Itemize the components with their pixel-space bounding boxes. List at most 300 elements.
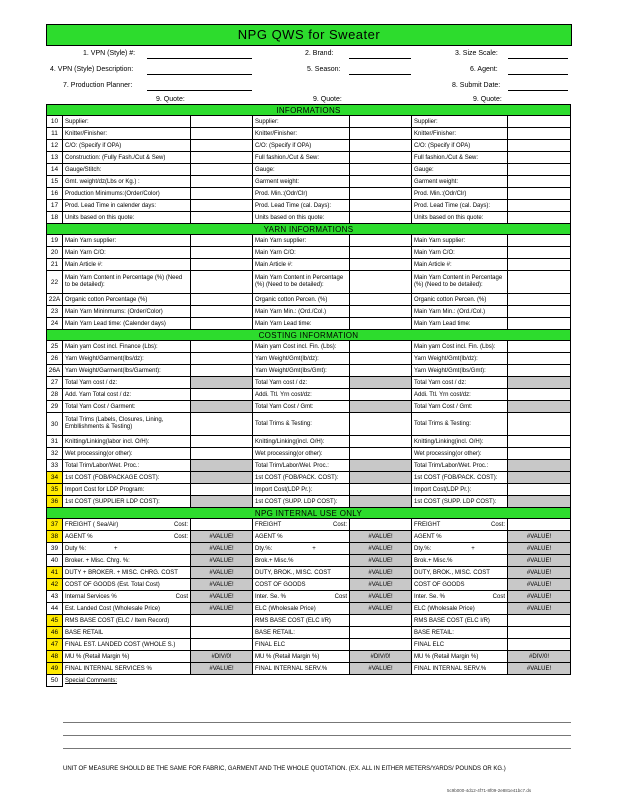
row-label: Prod. Lead Time (cal. Days): [412, 200, 508, 212]
value-input[interactable] [508, 413, 571, 436]
landed-cost-label-c: ELC (Wholesale Price) [412, 603, 508, 615]
freight-label-c: FREIGHT Cost: [412, 519, 508, 531]
row-number: 22A [47, 294, 63, 306]
quote-table [46, 104, 571, 687]
mu-value: #DIV/0! [191, 651, 253, 663]
value-input[interactable] [191, 176, 253, 188]
value-input[interactable] [508, 353, 571, 365]
final-elc-label-c: FINAL ELC [412, 639, 508, 651]
row-label: Total Yarn cost / dz: [63, 377, 191, 389]
row-label: Main Yarn Content in Percentage (%) (Need to be detailed): [63, 271, 191, 294]
cost-of-goods-value-b: #VALUE! [350, 579, 412, 591]
value-input[interactable] [350, 164, 412, 176]
final-internal-label: FINAL INTERNAL SERVICES % [63, 663, 191, 675]
row-label: Main Yarn Content in Percentage (%) (Need to be detailed): [253, 271, 350, 294]
value-input[interactable] [508, 389, 571, 401]
value-input[interactable] [350, 460, 412, 472]
value-input[interactable] [508, 164, 571, 176]
value-input[interactable] [508, 496, 571, 508]
vpn-description-label: 4. VPN (Style) Description: [50, 66, 134, 73]
agent-pct-label-b: AGENT % [253, 531, 350, 543]
row-label: Import Cost for LDP Program: [63, 484, 191, 496]
rms-base-cost-input-c[interactable] [508, 615, 571, 627]
value-input[interactable] [350, 472, 412, 484]
row-number: 26A [47, 365, 63, 377]
row-label: Total Yarn cost / dz: [412, 377, 508, 389]
value-input[interactable] [350, 389, 412, 401]
final-elc-input-b[interactable] [350, 639, 412, 651]
value-input[interactable] [350, 436, 412, 448]
value-input[interactable] [350, 318, 412, 330]
base-retail-input[interactable] [191, 627, 253, 639]
mu-value-c: #DIV/0! [508, 651, 571, 663]
row-number: 22 [47, 271, 63, 294]
row-label: Yarn Weight/Gmt(lbs/Gmt): [253, 365, 350, 377]
production-planner-field[interactable] [147, 90, 252, 91]
value-input[interactable] [191, 247, 253, 259]
row-label: Main Yarn Min.: (Ord./Col.) [253, 306, 350, 318]
value-input[interactable] [191, 377, 253, 389]
value-input[interactable] [191, 401, 253, 413]
row-label: Total Yarn Cost / Gmt: [412, 401, 508, 413]
broker-value: #VALUE! [191, 555, 253, 567]
value-input[interactable] [508, 140, 571, 152]
row-label: Prod. Min.:(Odr/Clr) [412, 188, 508, 200]
row-number: 16 [47, 188, 63, 200]
row-label: Main Yarn C/O: [253, 247, 350, 259]
row-number: 12 [47, 140, 63, 152]
row-label: Knitter/Finisher: [63, 128, 191, 140]
value-input[interactable] [191, 235, 253, 247]
duty-label-b: Dty.%: + [253, 543, 350, 555]
cost-of-goods-label: COST OF GOODS (Est. Total Cost) [63, 579, 191, 591]
internal-services-value-c: #VALUE! [508, 591, 571, 603]
vpn-description-field[interactable] [147, 74, 252, 75]
value-input[interactable] [508, 200, 571, 212]
row-label: Total Trims & Testing: [412, 413, 508, 436]
season-field[interactable] [349, 74, 411, 75]
page-title: NPG QWS for Sweater [46, 24, 572, 46]
base-retail-label: BASE RETAIL [63, 627, 191, 639]
row-label: Addi. Ttl. Yrn cost/dz: [253, 389, 350, 401]
broker-value-c: #VALUE! [508, 555, 571, 567]
value-input[interactable] [508, 341, 571, 353]
row-label: Main Yarn Lead time: (Calender days) [63, 318, 191, 330]
value-input[interactable] [191, 116, 253, 128]
row-number: 23 [47, 306, 63, 318]
row-label: Total Yarn Cost / Garment: [63, 401, 191, 413]
row-number: 33 [47, 460, 63, 472]
value-input[interactable] [508, 212, 571, 224]
row-number: 44 [47, 603, 63, 615]
row-label: Gauge/Stitch: [63, 164, 191, 176]
comment-line[interactable] [63, 722, 571, 723]
value-input[interactable] [508, 448, 571, 460]
value-input[interactable] [191, 484, 253, 496]
duty-broker-label-b: DUTY, BROK., MISC. COST [253, 567, 350, 579]
value-input[interactable] [508, 259, 571, 271]
rms-base-cost-label: RMS BASE COST (ELC / Item Record) [63, 615, 191, 627]
value-input[interactable] [191, 448, 253, 460]
row-label: Gmt. weight/dz(Lbs or Kg.) : [63, 176, 191, 188]
submit-date-label: 8. Submit Date: [452, 82, 501, 89]
row-number: 24 [47, 318, 63, 330]
row-number: 34 [47, 472, 63, 484]
final-internal-label-b: FINAL INTERNAL SERV.% [253, 663, 350, 675]
row-label: Main Yarn supplier: [63, 235, 191, 247]
value-input[interactable] [350, 401, 412, 413]
value-input[interactable] [191, 496, 253, 508]
value-input[interactable] [191, 294, 253, 306]
row-label: Total Trims (Labels, Closures, Lining, Embllishments & Testing) [63, 413, 191, 436]
base-retail-input-b[interactable] [350, 627, 412, 639]
row-label: Supplier: [412, 116, 508, 128]
row-number: 31 [47, 436, 63, 448]
row-number: 25 [47, 341, 63, 353]
value-input[interactable] [350, 341, 412, 353]
rms-base-cost-input[interactable] [191, 615, 253, 627]
value-input[interactable] [508, 116, 571, 128]
row-label: 1st COST (SUPPLIER LDP COST): [63, 496, 191, 508]
footer-note: UNIT OF MEASURE SHOULD BE THE SAME FOR FABRIC, GARMENT AND THE WHOLE QUOTATION. (EX. ALL IN EITHER METERS/YARDS/ POUNDS OR KG.) [63, 766, 506, 772]
row-number: 48 [47, 651, 63, 663]
value-input[interactable] [350, 140, 412, 152]
row-label: Total Trim/Labor/Wel. Proc.: [253, 460, 350, 472]
value-input[interactable] [508, 436, 571, 448]
internal-services-label-b: Inter. Se. % Cost [253, 591, 350, 603]
base-retail-input-c[interactable] [508, 627, 571, 639]
agent-value-b: #VALUE! [350, 531, 412, 543]
row-number: 38 [47, 531, 63, 543]
value-input[interactable] [508, 484, 571, 496]
section-internal-use: NPG INTERNAL USE ONLY [47, 508, 571, 519]
row-label: 1st COST (FOB/PACK. COST): [412, 472, 508, 484]
row-number: 46 [47, 627, 63, 639]
value-input[interactable] [191, 436, 253, 448]
row-label: Knitting/Linking(incl. O/H): [412, 436, 508, 448]
quote-label-1: 9. Quote: [156, 96, 185, 103]
row-label: C/O: (Specify if OPA) [63, 140, 191, 152]
row-label: Main Yarn Lead time: [412, 318, 508, 330]
row-label: Yarn Weight/Gmt(lb/dz): [253, 353, 350, 365]
size-scale-field[interactable] [508, 58, 568, 59]
base-retail-label-c: BASE RETAIL: [412, 627, 508, 639]
value-input[interactable] [191, 341, 253, 353]
value-input[interactable] [191, 152, 253, 164]
row-label: Main Article #: [253, 259, 350, 271]
row-label: Yarn Weight/Garment(lbs/dz): [63, 353, 191, 365]
final-elc-label-b: FINAL ELC [253, 639, 350, 651]
row-label: Total Yarn Cost / Gmt: [253, 401, 350, 413]
value-input[interactable] [350, 448, 412, 460]
row-number: 49 [47, 663, 63, 675]
value-input[interactable] [508, 294, 571, 306]
special-comments-label: Special Comments: [63, 675, 571, 687]
row-label: Main Article #: [63, 259, 191, 271]
value-input[interactable] [508, 128, 571, 140]
row-label: Main Yarn Min.: (Ord./Col.) [412, 306, 508, 318]
row-label: Addi. Ttl. Yrn cost/dz: [412, 389, 508, 401]
agent-value-c: #VALUE! [508, 531, 571, 543]
row-number: 35 [47, 484, 63, 496]
value-input[interactable] [350, 128, 412, 140]
row-number: 21 [47, 259, 63, 271]
duty-broker-value-b: #VALUE! [350, 567, 412, 579]
section-costing-information: COSTING INFORMATION [47, 330, 571, 341]
row-label: C/O: (Specify if OPA) [412, 140, 508, 152]
row-number: 26 [47, 353, 63, 365]
landed-cost-label-b: ELC (Wholesale Price) [253, 603, 350, 615]
row-label: Knitting/Linking(labor incl. O/H): [63, 436, 191, 448]
value-input[interactable] [350, 235, 412, 247]
value-input[interactable] [191, 365, 253, 377]
row-label: Construction: (Fully Fash./Cut & Sew) [63, 152, 191, 164]
row-label: Main Yarn C/O: [63, 247, 191, 259]
row-label: Main Yarn supplier: [412, 235, 508, 247]
row-label: Supplier: [63, 116, 191, 128]
season-label: 5. Season: [307, 66, 341, 73]
value-input[interactable] [191, 271, 253, 294]
value-input[interactable] [350, 200, 412, 212]
freight-cost-input[interactable] [191, 519, 253, 531]
row-label: Main Yarn Content in Percentage (%) (Need to be detailed): [412, 271, 508, 294]
submit-date-field[interactable] [508, 90, 568, 91]
value-input[interactable] [350, 188, 412, 200]
row-label: Main Yarn supplier: [253, 235, 350, 247]
row-label: Organic cotton Percen. (%) [253, 294, 350, 306]
broker-value-b: #VALUE! [350, 555, 412, 567]
row-number: 43 [47, 591, 63, 603]
mu-label: MU % (Retail Margin %) [63, 651, 191, 663]
row-label: C/O: (Specify if OPA) [253, 140, 350, 152]
vpn-field[interactable] [147, 58, 252, 59]
row-label: Yarn Weight/Garment(lbs/Garment): [63, 365, 191, 377]
value-input[interactable] [508, 247, 571, 259]
freight-label-b: FREIGHT Cost: [253, 519, 350, 531]
agent-field[interactable] [508, 74, 568, 75]
value-input[interactable] [350, 259, 412, 271]
duty-broker-value: #VALUE! [191, 567, 253, 579]
internal-services-label: Internal Services % Cost [63, 591, 191, 603]
row-label: Total Yarn cost / dz: [253, 377, 350, 389]
section-yarn-informations: YARN INFORMATIONS [47, 224, 571, 235]
comment-line[interactable] [63, 748, 571, 749]
value-input[interactable] [350, 484, 412, 496]
value-input[interactable] [508, 306, 571, 318]
duty-value-b: #VALUE! [350, 543, 412, 555]
value-input[interactable] [350, 353, 412, 365]
value-input[interactable] [191, 318, 253, 330]
value-input[interactable] [350, 176, 412, 188]
row-number: 30 [47, 413, 63, 436]
agent-value: #VALUE! [191, 531, 253, 543]
final-elc-input[interactable] [191, 639, 253, 651]
freight-cost-input-b[interactable] [350, 519, 412, 531]
agent-pct-label-c: AGENT % [412, 531, 508, 543]
row-number: 42 [47, 579, 63, 591]
duty-broker-label: DUTY + BROKER. + MISC. CHRG. COST [63, 567, 191, 579]
internal-services-value-b: #VALUE! [350, 591, 412, 603]
value-input[interactable] [508, 235, 571, 247]
value-input[interactable] [508, 152, 571, 164]
row-number: 37 [47, 519, 63, 531]
value-input[interactable] [191, 200, 253, 212]
row-label: Main Yarn Lead time: [253, 318, 350, 330]
row-label: Total Trim/Labor/Wet. Proc.: [63, 460, 191, 472]
final-elc-input-c[interactable] [508, 639, 571, 651]
value-input[interactable] [350, 247, 412, 259]
duty-value-c: #VALUE! [508, 543, 571, 555]
row-number: 10 [47, 116, 63, 128]
row-label: Wet processing(or other): [63, 448, 191, 460]
duty-label-c: Dty.%: + [412, 543, 508, 555]
value-input[interactable] [508, 318, 571, 330]
row-number: 27 [47, 377, 63, 389]
value-input[interactable] [508, 176, 571, 188]
row-label: Yarn Weight/Gmt(lbs/Gmt): [412, 365, 508, 377]
row-number: 36 [47, 496, 63, 508]
value-input[interactable] [350, 496, 412, 508]
landed-cost-value: #VALUE! [191, 603, 253, 615]
duty-label: Duty %: + [63, 543, 191, 555]
row-label: Prod. Min.:(Odr/Clr) [253, 188, 350, 200]
row-number: 15 [47, 176, 63, 188]
mu-label-c: MU % (Retail Margin %) [412, 651, 508, 663]
value-input[interactable] [191, 140, 253, 152]
value-input[interactable] [350, 377, 412, 389]
row-label: Organic cotton Percen. (%) [412, 294, 508, 306]
value-input[interactable] [191, 472, 253, 484]
value-input[interactable] [191, 460, 253, 472]
row-label: Units based on this quote: [412, 212, 508, 224]
duty-value: #VALUE! [191, 543, 253, 555]
row-label: Total Trim/Labor/Wet. Proc.: [412, 460, 508, 472]
row-label: Full fashion./Cut & Sew: [412, 152, 508, 164]
row-number: 39 [47, 543, 63, 555]
row-number: 17 [47, 200, 63, 212]
value-input[interactable] [350, 413, 412, 436]
value-input[interactable] [350, 365, 412, 377]
row-label: 1st COST (FOB/PACK. COST): [253, 472, 350, 484]
value-input[interactable] [350, 212, 412, 224]
production-planner-label: 7. Production Planner: [63, 82, 133, 89]
duty-broker-label-c: DUTY, BROK., MISC. COST [412, 567, 508, 579]
rms-base-cost-label-c: RMS BASE COST (ELC I/R) [412, 615, 508, 627]
row-label: Main Yarn Mininmums: (Order/Color) [63, 306, 191, 318]
row-label: Main yarn Cost incl. Fin. (Lbs): [412, 341, 508, 353]
row-label: Main yarn Cost incl. Finance (Lbs): [63, 341, 191, 353]
row-label: Knitter/Finisher: [253, 128, 350, 140]
value-input[interactable] [508, 460, 571, 472]
row-number: 11 [47, 128, 63, 140]
row-label: Full fashion./Cut & Sew: [253, 152, 350, 164]
freight-cost-input-c[interactable] [508, 519, 571, 531]
value-input[interactable] [508, 271, 571, 294]
row-label: Garment weight: [253, 176, 350, 188]
row-label: Garment weight: [412, 176, 508, 188]
value-input[interactable] [350, 306, 412, 318]
value-input[interactable] [191, 306, 253, 318]
row-label: Import Cost(LDP Pr.): [412, 484, 508, 496]
rms-base-cost-input-b[interactable] [350, 615, 412, 627]
internal-services-label-c: Inter. Se. % Cost [412, 591, 508, 603]
landed-cost-label: Est. Landed Cost (Wholesale Price) [63, 603, 191, 615]
row-label: Import Cost(LDP Pr.): [253, 484, 350, 496]
value-input[interactable] [191, 128, 253, 140]
duty-broker-value-c: #VALUE! [508, 567, 571, 579]
value-input[interactable] [508, 188, 571, 200]
value-input[interactable] [350, 152, 412, 164]
value-input[interactable] [191, 188, 253, 200]
value-input[interactable] [350, 116, 412, 128]
broker-label-b: Brok.+ Misc.% [253, 555, 350, 567]
value-input[interactable] [508, 365, 571, 377]
row-label: Units based on this quote: [63, 212, 191, 224]
cost-of-goods-value: #VALUE! [191, 579, 253, 591]
row-number: 28 [47, 389, 63, 401]
row-number: 50 [47, 675, 63, 687]
row-label: Total Trims & Testing: [253, 413, 350, 436]
row-number: 29 [47, 401, 63, 413]
brand-label: 2. Brand: [305, 50, 334, 57]
value-input[interactable] [191, 259, 253, 271]
final-internal-value-b: #VALUE! [350, 663, 412, 675]
row-label: 1st COST (SUPP. LDP COST): [412, 496, 508, 508]
row-number: 14 [47, 164, 63, 176]
landed-cost-value-b: #VALUE! [350, 603, 412, 615]
value-input[interactable] [508, 377, 571, 389]
final-internal-value: #VALUE! [191, 663, 253, 675]
document-code: 5c9b000-4d12-4f71-8f09-2e881e41bc7.ds [447, 788, 532, 793]
row-number: 13 [47, 152, 63, 164]
row-label: Knitting/Linking(incl. O/H): [253, 436, 350, 448]
value-input[interactable] [191, 389, 253, 401]
comment-line[interactable] [63, 735, 571, 736]
row-label: Organic cotton Percentage (%) [63, 294, 191, 306]
row-label: Main yarn Cost incl. Fin. (Lbs): [253, 341, 350, 353]
freight-label: FREIGHT ( Sea/Air) Cost: [63, 519, 191, 531]
base-retail-label-b: BASE RETAIL: [253, 627, 350, 639]
value-input[interactable] [191, 164, 253, 176]
row-label: Production Minimums:(Order/Color) [63, 188, 191, 200]
value-input[interactable] [191, 413, 253, 436]
quote-label-2: 9. Quote: [313, 96, 342, 103]
landed-cost-value-c: #VALUE! [508, 603, 571, 615]
value-input[interactable] [508, 401, 571, 413]
brand-field[interactable] [349, 58, 411, 59]
row-label: Main Yarn C/O: [412, 247, 508, 259]
row-number: 19 [47, 235, 63, 247]
row-label: Prod. Lead Time (cal. Days): [253, 200, 350, 212]
quote-label-3: 9. Quote: [473, 96, 502, 103]
row-label: Gauge: [412, 164, 508, 176]
row-label: Add. Yarn Total cost / dz: [63, 389, 191, 401]
value-input[interactable] [191, 212, 253, 224]
cost-of-goods-value-c: #VALUE! [508, 579, 571, 591]
row-label: Wet processing(or other): [412, 448, 508, 460]
value-input[interactable] [350, 271, 412, 294]
agent-label: 6. Agent: [470, 66, 498, 73]
row-label: Units based on this quote: [253, 212, 350, 224]
size-scale-label: 3. Size Scale: [455, 50, 498, 57]
row-label: Gauge: [253, 164, 350, 176]
value-input[interactable] [350, 294, 412, 306]
value-input[interactable] [191, 353, 253, 365]
final-internal-label-c: FINAL INTERNAL SERV.% [412, 663, 508, 675]
value-input[interactable] [508, 472, 571, 484]
row-number: 18 [47, 212, 63, 224]
cost-of-goods-label-c: COST OF GOODS [412, 579, 508, 591]
